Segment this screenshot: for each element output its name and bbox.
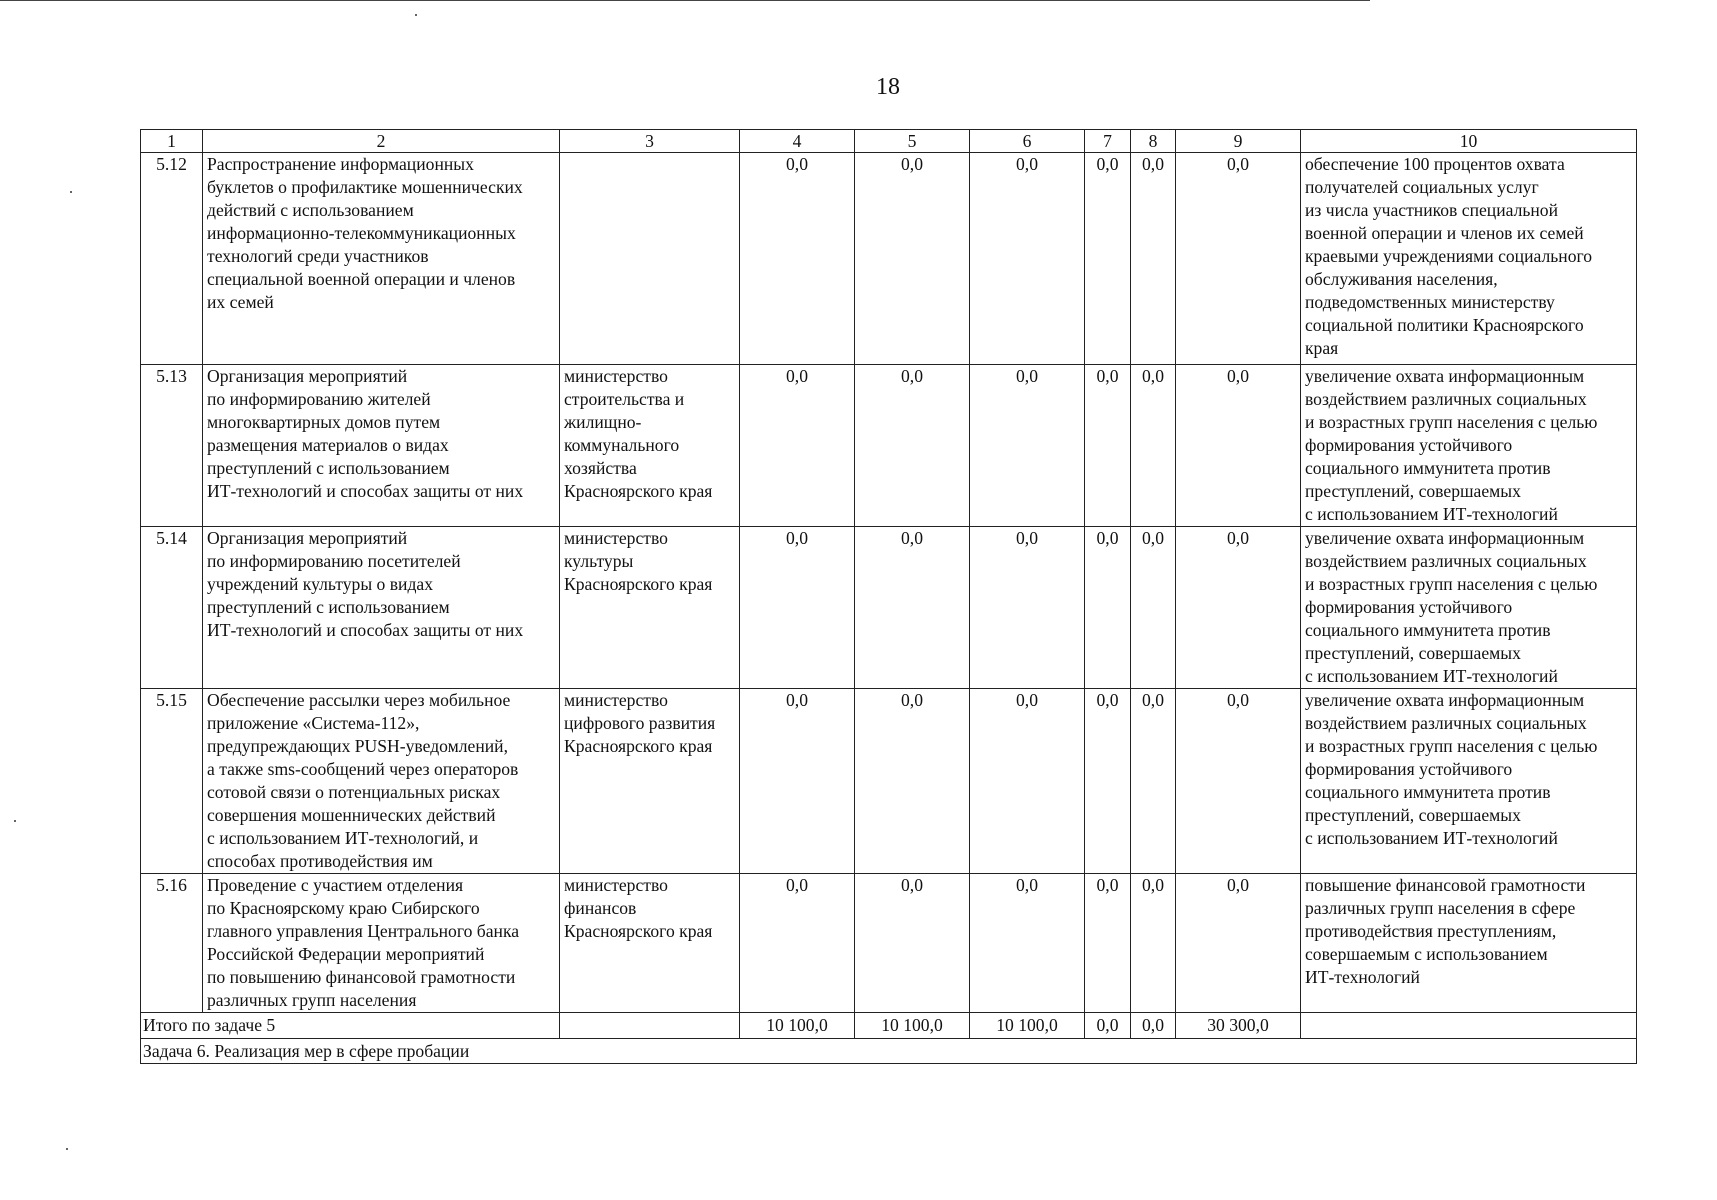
top-border-line [0,0,1370,2]
table-row [141,527,1637,689]
event-description: Распространение информационных буклетов о профилактике мошеннических действий с использованием информационно-телекоммуникационных технологий среди участников специальной военной операции и членов их семей [203,153,560,365]
row-number: 5.16 [141,874,203,1013]
executor: министерство финансов Красноярского края [560,874,740,1013]
value-cell: 0,0 [970,527,1085,689]
column-header: 7 [1085,130,1131,153]
value-cell: 0,0 [855,153,970,365]
event-description: Организация мероприятий по информированию жителей многоквартирных домов путем размещения материалов о видах преступлений с использованием ИТ-технологий и способах защиты от них [203,365,560,527]
value-cell: 0,0 [1176,689,1301,874]
total-value: 0,0 [1085,1013,1131,1039]
task-heading-row [141,1039,1637,1064]
value-cell: 0,0 [970,153,1085,365]
expected-result: повышение финансовой грамотности различных групп населения в сфере противодействия преступлениям, совершаемым с использованием ИТ-технологий [1301,874,1637,1013]
table-row [141,689,1637,874]
column-header: 8 [1131,130,1176,153]
table-row [141,153,1637,365]
empty-cell [1301,1013,1637,1039]
column-header: 5 [855,130,970,153]
total-label: Итого по задаче 5 [141,1013,560,1039]
value-cell: 0,0 [855,689,970,874]
column-header: 6 [970,130,1085,153]
event-description: Проведение с участием отделения по Красноярскому краю Сибирского главного управления Центрального банка Российской Федерации мероприятий по повышению финансовой грамотности различных групп населения [203,874,560,1013]
scan-speck [415,14,417,16]
value-cell: 0,0 [1085,874,1131,1013]
scan-speck [70,191,72,193]
expected-result: увеличение охвата информационным воздействием различных социальных и возрастных групп населения с целью формирования устойчивого социального иммунитета против преступлений, совершаемых с использованием ИТ-технологий [1301,527,1637,689]
row-number: 5.15 [141,689,203,874]
column-number-row [141,130,1637,153]
value-cell: 0,0 [1131,874,1176,1013]
total-row [141,1013,1637,1039]
total-value: 30 300,0 [1176,1013,1301,1039]
table-row [141,365,1637,527]
value-cell: 0,0 [855,527,970,689]
value-cell: 0,0 [1085,365,1131,527]
row-number: 5.14 [141,527,203,689]
value-cell: 0,0 [740,689,855,874]
total-value: 10 100,0 [855,1013,970,1039]
event-description: Организация мероприятий по информированию посетителей учреждений культуры о видах преступлений с использованием ИТ-технологий и способах защиты от них [203,527,560,689]
task-heading: Задача 6. Реализация мер в сфере пробации [141,1039,1637,1064]
expected-result: увеличение охвата информационным воздействием различных социальных и возрастных групп населения с целью формирования устойчивого социального иммунитета против преступлений, совершаемых с использованием ИТ-технологий [1301,365,1637,527]
column-header: 1 [141,130,203,153]
row-number: 5.12 [141,153,203,365]
column-header: 3 [560,130,740,153]
value-cell: 0,0 [740,527,855,689]
total-value: 10 100,0 [740,1013,855,1039]
column-header: 10 [1301,130,1637,153]
scan-speck [14,820,16,822]
value-cell: 0,0 [1085,153,1131,365]
expected-result: увеличение охвата информационным воздействием различных социальных и возрастных групп населения с целью формирования устойчивого социального иммунитета против преступлений, совершаемых с использованием ИТ-технологий [1301,689,1637,874]
row-number: 5.13 [141,365,203,527]
value-cell: 0,0 [855,874,970,1013]
expected-result: обеспечение 100 процентов охвата получателей социальных услуг из числа участников специальной военной операции и членов их семей краевыми учреждениями социального обслуживания населения, подведомственных министерству социальной политики Красноярского края [1301,153,1637,365]
total-value: 0,0 [1131,1013,1176,1039]
value-cell: 0,0 [740,365,855,527]
value-cell: 0,0 [855,365,970,527]
value-cell: 0,0 [1176,365,1301,527]
value-cell: 0,0 [970,874,1085,1013]
value-cell: 0,0 [1131,365,1176,527]
value-cell: 0,0 [1176,153,1301,365]
value-cell: 0,0 [1131,689,1176,874]
column-header: 4 [740,130,855,153]
event-description: Обеспечение рассылки через мобильное приложение «Система-112», предупреждающих PUSH-уведомлений, а также sms-сообщений через операторов сотовой связи о потенциальных рисках совершения мошеннических действий с использованием ИТ-технологий, и способах противодействия им [203,689,560,874]
value-cell: 0,0 [1085,689,1131,874]
value-cell: 0,0 [740,153,855,365]
value-cell: 0,0 [1131,527,1176,689]
table-row [141,874,1637,1013]
value-cell: 0,0 [1085,527,1131,689]
executor: министерство строительства и жилищно- коммунального хозяйства Красноярского края [560,365,740,527]
measures-table [140,129,1637,1064]
total-value: 10 100,0 [970,1013,1085,1039]
column-header: 9 [1176,130,1301,153]
value-cell: 0,0 [1176,527,1301,689]
value-cell: 0,0 [970,689,1085,874]
value-cell: 0,0 [740,874,855,1013]
empty-cell [560,1013,740,1039]
value-cell: 0,0 [1176,874,1301,1013]
value-cell: 0,0 [970,365,1085,527]
column-header: 2 [203,130,560,153]
executor: министерство цифрового развития Красноярского края [560,689,740,874]
value-cell: 0,0 [1131,153,1176,365]
executor: министерство культуры Красноярского края [560,527,740,689]
executor [560,153,740,365]
page-number: 18 [876,74,900,100]
scan-speck [66,1148,68,1150]
